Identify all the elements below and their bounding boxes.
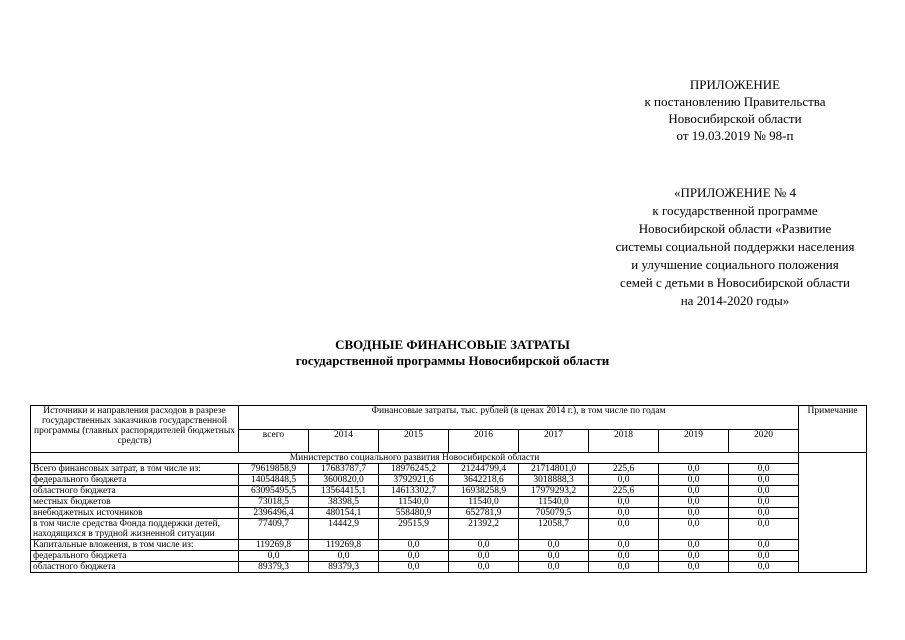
table-row (31, 551, 867, 562)
row-value: 225,6 (589, 464, 659, 475)
row-value: 0,0 (239, 551, 309, 562)
row-value: 77409,7 (239, 519, 309, 540)
row-label: федерального бюджета (31, 475, 239, 486)
row-value: 0,0 (729, 508, 799, 519)
row-value: 0,0 (519, 562, 589, 573)
row-value: 14442,9 (309, 519, 379, 540)
row-value: 0,0 (729, 497, 799, 508)
row-value: 14613302,7 (379, 486, 449, 497)
row-value: 0,0 (589, 540, 659, 551)
document-title (0, 337, 905, 369)
row-value: 0,0 (309, 551, 379, 562)
row-label: в том числе средства Фонда поддержки детей, находящихся в трудной жизненной ситуации (31, 519, 239, 540)
row-value: 0,0 (379, 562, 449, 573)
subheader-total: всего (239, 429, 309, 453)
subheader-2020: 2020 (729, 429, 799, 453)
row-value: 17683787,7 (309, 464, 379, 475)
note-cell (799, 453, 867, 573)
row-value: 0,0 (659, 486, 729, 497)
row-value: 12058,7 (519, 519, 589, 540)
row-label: Всего финансовых затрат, в том числе из: (31, 464, 239, 475)
row-value: 79619858,9 (239, 464, 309, 475)
header-note: Примечание (799, 406, 867, 453)
appendix-header-line: от 19.03.2019 № 98-п (676, 128, 794, 143)
row-value: 21714801,0 (519, 464, 589, 475)
subheader-2019: 2019 (659, 429, 729, 453)
row-label: федерального бюджета (31, 551, 239, 562)
row-value: 0,0 (589, 508, 659, 519)
appendix-program (560, 184, 905, 310)
appendix-header-line: к постановлению Правительства (644, 94, 826, 109)
row-value: 0,0 (589, 551, 659, 562)
appendix-program-line: к государственной программе (652, 203, 818, 218)
row-value: 0,0 (659, 475, 729, 486)
table-row (31, 519, 867, 540)
row-value: 0,0 (589, 497, 659, 508)
row-value: 3600820,0 (309, 475, 379, 486)
row-value: 652781,9 (449, 508, 519, 519)
row-value: 18976245,2 (379, 464, 449, 475)
row-value: 0,0 (589, 519, 659, 540)
row-value: 14054848,5 (239, 475, 309, 486)
row-value: 225,6 (589, 486, 659, 497)
row-value: 73018,5 (239, 497, 309, 508)
appendix-header (560, 76, 905, 144)
table-row (31, 475, 867, 486)
row-label: местных бюджетов (31, 497, 239, 508)
subheader-2014: 2014 (309, 429, 379, 453)
subheader-2018: 2018 (589, 429, 659, 453)
row-value: 480154,1 (309, 508, 379, 519)
subheader-2015: 2015 (379, 429, 449, 453)
row-value: 0,0 (519, 540, 589, 551)
row-value: 0,0 (449, 562, 519, 573)
row-label: внебюджетных источников (31, 508, 239, 519)
row-value: 38398,5 (309, 497, 379, 508)
appendix-header-line: Новосибирской области (668, 111, 802, 126)
table-row (31, 486, 867, 497)
title-line-1: СВОДНЫЕ ФИНАНСОВЫЕ ЗАТРАТЫ (335, 337, 570, 352)
row-value: 0,0 (379, 551, 449, 562)
row-value: 3792921,6 (379, 475, 449, 486)
row-value: 0,0 (729, 475, 799, 486)
row-value: 0,0 (589, 562, 659, 573)
row-label: областного бюджета (31, 562, 239, 573)
row-value: 13564415,1 (309, 486, 379, 497)
row-value: 119269,8 (309, 540, 379, 551)
row-value: 0,0 (449, 540, 519, 551)
header-costs: Финансовые затраты, тыс. рублей (в ценах 2014 г.), в том числе по годам (239, 406, 799, 430)
row-value: 0,0 (659, 519, 729, 540)
row-value: 21392,2 (449, 519, 519, 540)
row-value: 0,0 (659, 497, 729, 508)
row-value: 0,0 (659, 540, 729, 551)
appendix-program-line: «ПРИЛОЖЕНИЕ № 4 (673, 185, 797, 200)
row-value: 3642218,6 (449, 475, 519, 486)
header-source: Источники и направления расходов в разрезе государственных заказчиков государственной программы (главных распорядителей бюджетных средств) (31, 406, 239, 453)
row-value: 0,0 (379, 540, 449, 551)
row-value: 0,0 (659, 551, 729, 562)
financial-costs-table (30, 405, 867, 573)
row-value: 11540,0 (379, 497, 449, 508)
subheader-2017: 2017 (519, 429, 589, 453)
table-row (31, 540, 867, 551)
row-value: 2396496,4 (239, 508, 309, 519)
row-value: 0,0 (659, 508, 729, 519)
row-value: 0,0 (659, 562, 729, 573)
appendix-program-line: системы социальной поддержки населения (615, 239, 855, 254)
row-value: 0,0 (729, 551, 799, 562)
row-value: 17979293,2 (519, 486, 589, 497)
appendix-header-line: ПРИЛОЖЕНИЕ (689, 77, 781, 92)
row-value: 0,0 (729, 562, 799, 573)
row-value: 0,0 (729, 540, 799, 551)
row-value: 0,0 (659, 464, 729, 475)
row-value: 29515,9 (379, 519, 449, 540)
row-label: областного бюджета (31, 486, 239, 497)
subheader-2016: 2016 (449, 429, 519, 453)
row-value: 63095495,5 (239, 486, 309, 497)
row-value: 0,0 (449, 551, 519, 562)
table-row (31, 562, 867, 573)
table-row (31, 464, 867, 475)
row-value: 11540,0 (449, 497, 519, 508)
row-value: 89379,3 (309, 562, 379, 573)
title-line-2: государственной программы Новосибирской области (295, 353, 610, 368)
row-label: Капитальные вложения, в том числе из: (31, 540, 239, 551)
table-row (31, 497, 867, 508)
row-value: 0,0 (729, 464, 799, 475)
appendix-program-line: на 2014-2020 годы» (680, 293, 790, 308)
row-value: 0,0 (589, 475, 659, 486)
row-value: 705079,5 (519, 508, 589, 519)
row-value: 0,0 (729, 519, 799, 540)
row-value: 119269,8 (239, 540, 309, 551)
appendix-program-line: Новосибирской области «Развитие (638, 221, 832, 236)
table-row (31, 508, 867, 519)
row-value: 0,0 (729, 486, 799, 497)
row-value: 3018888,3 (519, 475, 589, 486)
row-value: 0,0 (519, 551, 589, 562)
appendix-program-line: семей с детьми в Новосибирской области (620, 275, 850, 290)
appendix-program-line: и улучшение социального положения (631, 257, 839, 272)
row-value: 21244799,4 (449, 464, 519, 475)
section-title: Министерство социального развития Новосибирской области (31, 453, 799, 464)
row-value: 11540,0 (519, 497, 589, 508)
row-value: 558480,9 (379, 508, 449, 519)
row-value: 16938258,9 (449, 486, 519, 497)
row-value: 89379,3 (239, 562, 309, 573)
